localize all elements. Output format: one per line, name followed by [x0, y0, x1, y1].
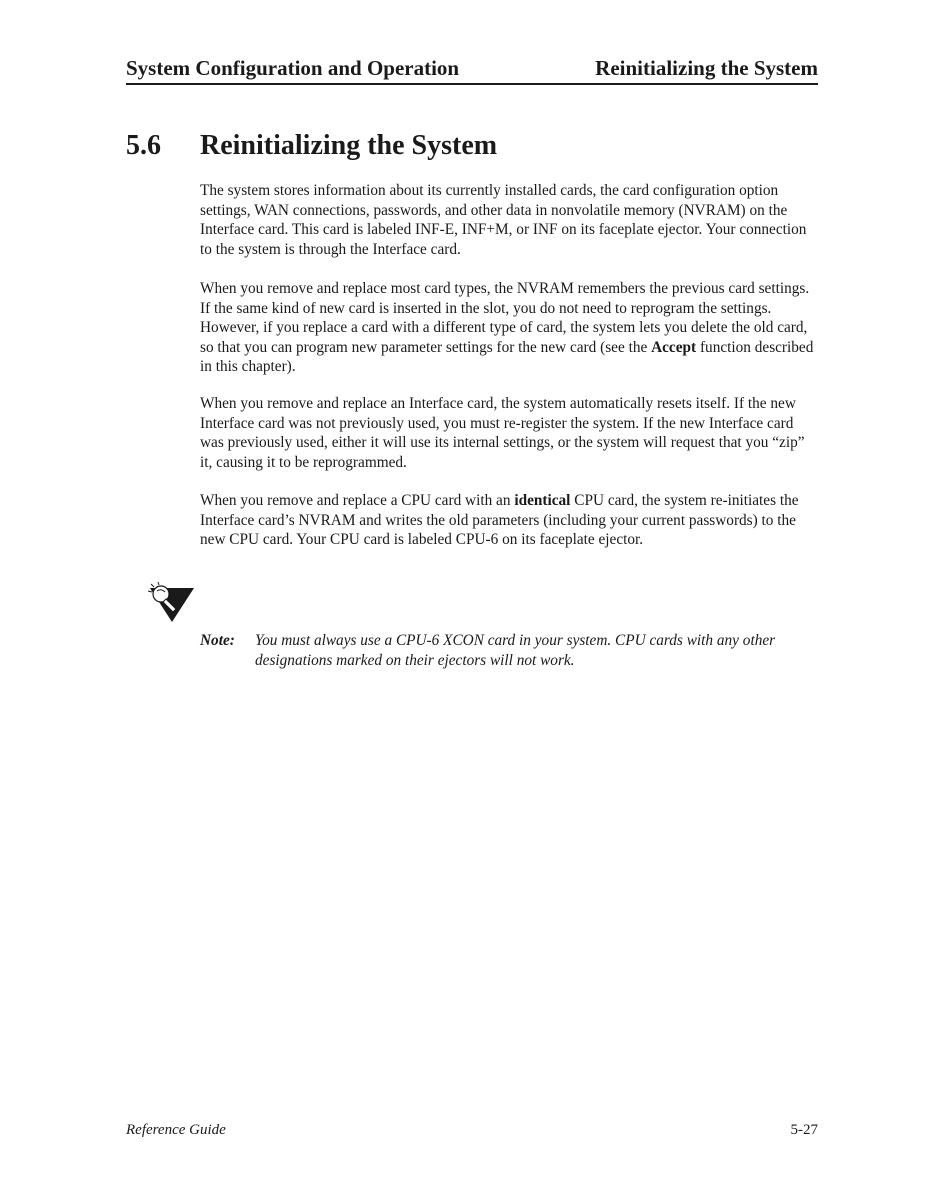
running-header — [126, 55, 818, 85]
note-label: Note: — [200, 632, 235, 649]
note-text: You must always use a CPU-6 XCON card in your system. CPU cards with any other designations marked on their ejectors will not work. — [255, 632, 776, 669]
paragraph-text: When you remove and replace a CPU card with an — [200, 492, 515, 509]
paragraph-text: function described in this chapter). — [200, 338, 814, 375]
paragraph-nvram: The system stores information about its currently installed cards, the card configuration option settings, WAN connections, passwords, and other data in nonvolatile memory (NVRAM) on the Interface card. This card is labeled INF-E, INF+M, or INF on its faceplate ejector. Your connection to the system is through the Interface card. — [200, 182, 807, 258]
page-footer — [126, 1121, 818, 1139]
footer-document-title: Reference Guide — [126, 1122, 226, 1138]
paragraph-replace-cards — [200, 279, 818, 377]
identical-term: identical — [514, 492, 571, 509]
header-section-title: Reinitializing the System — [595, 56, 818, 80]
lightbulb-note-icon — [146, 582, 198, 624]
paragraph-text: CPU card, the system re-initiates the Interface card’s NVRAM and writes the old parameters (including your current passwords) to the new CPU card. Your CPU card is labeled CPU-6 on its faceplate ejector. — [200, 492, 799, 548]
section-number: 5.6 — [126, 130, 161, 161]
section-title: Reinitializing the System — [200, 130, 498, 161]
paragraph-text: When you remove and replace most card types, the NVRAM remembers the previous card settings. If the same kind of new card is inserted in the slot, you do not need to reprogram the settings. However, if you replace a card with a different type of card, the system lets you delete the old card, so that you can program new parameter settings for the new card (see the — [200, 280, 810, 356]
paragraph-interface-card: When you remove and replace an Interface card, the system automatically resets itself. If the new Interface card was not previously used, you must re-register the system. If the new Interface card was previously used, either it will use its internal settings, or the system will request that you “zip” it, causing it to be reprogrammed. — [200, 395, 805, 471]
header-chapter-title: System Configuration and Operation — [126, 56, 460, 80]
page-number: 5-27 — [790, 1122, 818, 1138]
note-block — [200, 631, 818, 671]
accept-function-term: Accept — [651, 338, 697, 356]
section-heading — [126, 128, 497, 164]
paragraph-cpu-card — [200, 491, 818, 550]
